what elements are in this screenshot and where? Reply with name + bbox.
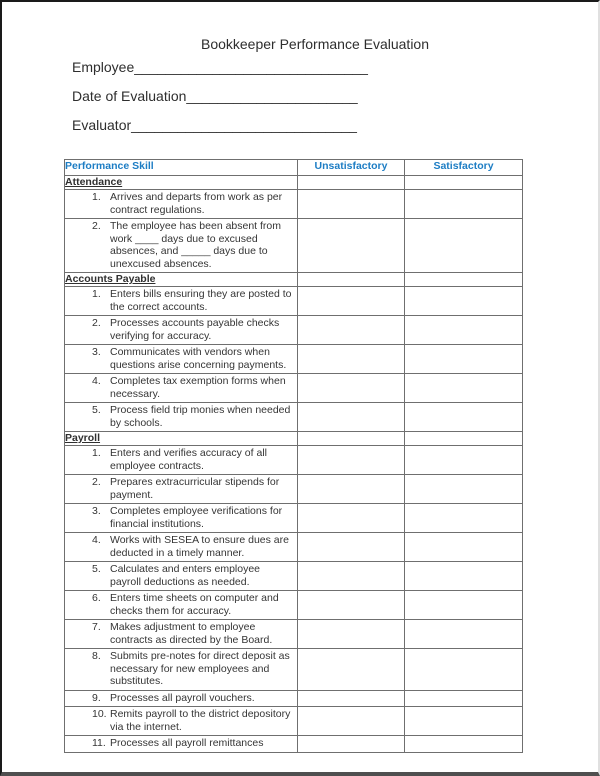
item-number: 6. xyxy=(92,592,101,604)
satisfactory-cell[interactable] xyxy=(405,620,523,649)
skill-item-row xyxy=(65,403,523,432)
skill-item-row xyxy=(65,190,523,219)
item-text: Process field trip monies when needed by schools. xyxy=(110,404,291,429)
item-text: Submits pre-notes for direct deposit as necessary for new employees and substitutes. xyxy=(110,650,290,687)
item-number: 1. xyxy=(92,288,101,300)
form-fields xyxy=(72,59,598,146)
unsatisfactory-cell[interactable] xyxy=(298,273,405,287)
satisfactory-cell[interactable] xyxy=(405,504,523,533)
unsatisfactory-cell[interactable] xyxy=(298,316,405,345)
item-number: 2. xyxy=(92,220,101,232)
satisfactory-cell[interactable] xyxy=(405,649,523,691)
item-text: Makes adjustment to employee contracts as directed by the Board. xyxy=(110,621,273,646)
satisfactory-cell[interactable] xyxy=(405,374,523,403)
unsatisfactory-cell[interactable] xyxy=(298,690,405,707)
section-name: Accounts Payable xyxy=(65,273,156,285)
column-header-satisfactory: Satisfactory xyxy=(405,160,523,176)
field-label: Evaluator xyxy=(72,117,132,133)
item-number: 8. xyxy=(92,650,101,662)
satisfactory-cell[interactable] xyxy=(405,591,523,620)
section-row xyxy=(65,273,523,287)
item-text: Enters and verifies accuracy of all employee contracts. xyxy=(110,447,267,472)
unsatisfactory-cell[interactable] xyxy=(298,345,405,374)
item-text: Communicates with vendors when questions arise concerning payments. xyxy=(110,346,287,371)
skill-item-row xyxy=(65,736,523,753)
field-blank-line[interactable]: ______________________________ xyxy=(134,59,368,75)
satisfactory-cell[interactable] xyxy=(405,533,523,562)
item-number: 4. xyxy=(92,534,101,546)
item-text: Arrives and departs from work as per contract regulations. xyxy=(110,191,283,216)
unsatisfactory-cell[interactable] xyxy=(298,446,405,475)
unsatisfactory-cell[interactable] xyxy=(298,176,405,190)
satisfactory-cell[interactable] xyxy=(405,287,523,316)
skill-item-row xyxy=(65,533,523,562)
unsatisfactory-cell[interactable] xyxy=(298,374,405,403)
unsatisfactory-cell[interactable] xyxy=(298,403,405,432)
skill-item-row xyxy=(65,707,523,736)
item-number: 11. xyxy=(92,737,106,749)
satisfactory-cell[interactable] xyxy=(405,403,523,432)
item-text: Prepares extracurricular stipends for payment. xyxy=(110,476,280,501)
item-text: Processes accounts payable checks verifying for accuracy. xyxy=(110,317,280,342)
item-number: 3. xyxy=(92,505,101,517)
form-field xyxy=(72,59,598,88)
skill-item-row xyxy=(65,620,523,649)
skill-item-row xyxy=(65,475,523,504)
skill-item-row xyxy=(65,690,523,707)
unsatisfactory-cell[interactable] xyxy=(298,533,405,562)
item-number: 1. xyxy=(92,191,101,203)
item-number: 3. xyxy=(92,346,101,358)
unsatisfactory-cell[interactable] xyxy=(298,219,405,273)
satisfactory-cell[interactable] xyxy=(405,446,523,475)
unsatisfactory-cell[interactable] xyxy=(298,736,405,753)
satisfactory-cell[interactable] xyxy=(405,176,523,190)
item-text: Remits payroll to the district depository via the internet. xyxy=(110,708,291,733)
skill-item-row xyxy=(65,591,523,620)
skill-item-row xyxy=(65,504,523,533)
field-blank-line[interactable]: ______________________ xyxy=(186,88,358,104)
skill-item-row xyxy=(65,219,523,273)
unsatisfactory-cell[interactable] xyxy=(298,432,405,446)
evaluation-table xyxy=(64,159,523,753)
satisfactory-cell[interactable] xyxy=(405,316,523,345)
item-number: 5. xyxy=(92,404,101,416)
satisfactory-cell[interactable] xyxy=(405,475,523,504)
field-label: Date of Evaluation xyxy=(72,88,187,104)
skill-item-row xyxy=(65,649,523,691)
satisfactory-cell[interactable] xyxy=(405,707,523,736)
item-number: 2. xyxy=(92,476,101,488)
satisfactory-cell[interactable] xyxy=(405,432,523,446)
skill-item-row xyxy=(65,287,523,316)
item-text: Enters bills ensuring they are posted to the correct accounts. xyxy=(110,288,292,313)
item-text: Calculates and enters employee payroll deductions as needed. xyxy=(110,563,261,588)
satisfactory-cell[interactable] xyxy=(405,736,523,753)
section-row xyxy=(65,432,523,446)
skill-item-row xyxy=(65,374,523,403)
unsatisfactory-cell[interactable] xyxy=(298,591,405,620)
item-text: Processes all payroll vouchers. xyxy=(110,691,255,704)
item-number: 2. xyxy=(92,317,101,329)
satisfactory-cell[interactable] xyxy=(405,562,523,591)
skill-item-row xyxy=(65,345,523,374)
field-label: Employee xyxy=(72,59,135,75)
item-number: 1. xyxy=(92,447,101,459)
satisfactory-cell[interactable] xyxy=(405,219,523,273)
section-name: Attendance xyxy=(65,176,123,188)
column-header-performance-skill: Performance Skill xyxy=(65,160,298,176)
unsatisfactory-cell[interactable] xyxy=(298,562,405,591)
item-text: Completes employee verifications for financial institutions. xyxy=(110,505,283,530)
unsatisfactory-cell[interactable] xyxy=(298,649,405,691)
item-number: 4. xyxy=(92,375,101,387)
form-field xyxy=(72,117,598,146)
item-text: Completes tax exemption forms when necessary. xyxy=(110,375,286,400)
unsatisfactory-cell[interactable] xyxy=(298,504,405,533)
item-text: The employee has been absent from work ____ days due to excused absences, and _____ days due to unexcused absences. xyxy=(110,220,282,270)
satisfactory-cell[interactable] xyxy=(405,273,523,287)
item-text: Enters time sheets on computer and checks them for accuracy. xyxy=(110,592,279,617)
column-header-unsatisfactory: Unsatisfactory xyxy=(298,160,405,176)
item-text: Works with SESEA to ensure dues are deducted in a timely manner. xyxy=(110,534,289,559)
satisfactory-cell[interactable] xyxy=(405,690,523,707)
section-name: Payroll xyxy=(65,432,101,444)
unsatisfactory-cell[interactable] xyxy=(298,190,405,219)
form-field xyxy=(72,88,598,117)
item-text: Processes all payroll remittances xyxy=(110,737,264,749)
item-number: 10. xyxy=(92,708,107,720)
item-number: 9. xyxy=(92,691,101,704)
item-number: 7. xyxy=(92,621,101,633)
unsatisfactory-cell[interactable] xyxy=(298,707,405,736)
skill-item-row xyxy=(65,446,523,475)
unsatisfactory-cell[interactable] xyxy=(298,620,405,649)
page-title: Bookkeeper Performance Evaluation xyxy=(200,36,430,52)
field-blank-line[interactable]: _____________________________ xyxy=(131,117,357,133)
satisfactory-cell[interactable] xyxy=(405,190,523,219)
unsatisfactory-cell[interactable] xyxy=(298,287,405,316)
table-header-row xyxy=(65,160,523,176)
satisfactory-cell[interactable] xyxy=(405,345,523,374)
section-row xyxy=(65,176,523,190)
skill-item-row xyxy=(65,562,523,591)
item-number: 5. xyxy=(92,563,101,575)
unsatisfactory-cell[interactable] xyxy=(298,475,405,504)
skill-item-row xyxy=(65,316,523,345)
